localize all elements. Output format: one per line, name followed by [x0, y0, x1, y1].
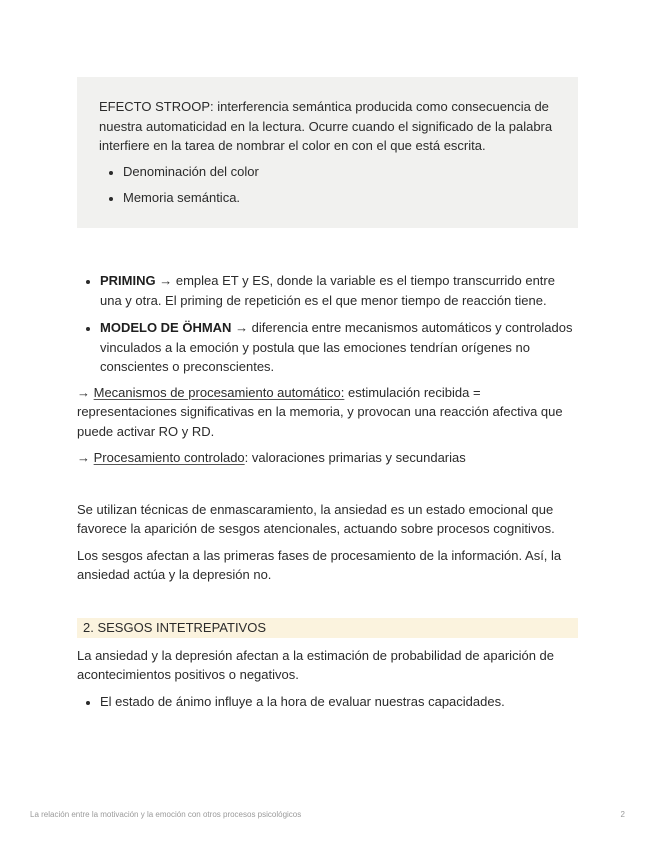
section-paragraph: La ansiedad y la depresión afectan a la estimación de probabilidad de aparición de acontecimientos positivos o negativos.	[77, 647, 554, 682]
list-item-ohman	[100, 318, 578, 377]
term-description: → emplea ET y ES, donde la variable es el tiempo transcurrido entre una y otra. El priming de repetición es el que menor tiempo de reacción tiene.	[100, 273, 555, 308]
footer-title: La relación entre la motivación y la emoción con otros procesos psicológicos	[30, 810, 302, 819]
bullet-list	[77, 271, 578, 377]
arrow-line-automatic	[77, 383, 578, 442]
arrow-line-controlled	[77, 448, 578, 468]
callout-item: • Memoria semántica.	[123, 188, 556, 208]
callout-text: EFECTO STROOP: interferencia semántica producida como consecuencia de nuestra automaticidad en la lectura. Ocurre cuando el significado de la palabra interfiere en la tarea de nombrar el color en con el que está escrita.	[99, 99, 553, 153]
page-number: 2	[620, 810, 625, 819]
main-content	[77, 271, 578, 719]
spacer	[77, 592, 578, 618]
arrow-glyph: →	[77, 450, 94, 465]
stroop-callout	[77, 77, 578, 228]
arrow-glyph: →	[77, 384, 94, 400]
term-description: → diferencia entre mecanismos automáticos y controlados vinculados a la emoción y postula que las emociones tendrían orígenes no conscientes o preconscientes.	[100, 320, 573, 374]
callout-list	[99, 162, 556, 208]
paragraph: Se utilizan técnicas de enmascaramiento, la ansiedad es un estado emocional que favorece la aparición de sesgos atencionales, actuando sobre procesos cognitivos.	[77, 501, 555, 536]
spacer	[77, 475, 578, 500]
underlined-term: Procesamiento controlado	[93, 450, 245, 465]
term-label: MODELO DE ÖHMAN	[100, 320, 232, 335]
arrow-line-text: estimulación recibida = representaciones significativas en la memoria, y provocan una reacción afectiva que puede activar RO y RD.	[77, 384, 563, 439]
section-heading: 2. SESGOS INTETREPATIVOS	[77, 618, 578, 638]
underlined-term: Mecanismos de procesamiento automático:	[93, 384, 345, 400]
list-item-priming	[100, 271, 578, 310]
list-item: • El estado de ánimo influye a la hora de evaluar nuestras capacidades.	[100, 692, 578, 712]
section-list	[77, 692, 578, 712]
callout-item: • Denominación del color	[123, 162, 556, 182]
paragraph: Los sesgos afectan a las primeras fases de procesamiento de la información. Así, la ansiedad actúa y la depresión no.	[77, 547, 562, 582]
term-label: PRIMING	[100, 273, 156, 288]
arrow-line-text: : valoraciones primarias y secundarias	[244, 450, 466, 465]
